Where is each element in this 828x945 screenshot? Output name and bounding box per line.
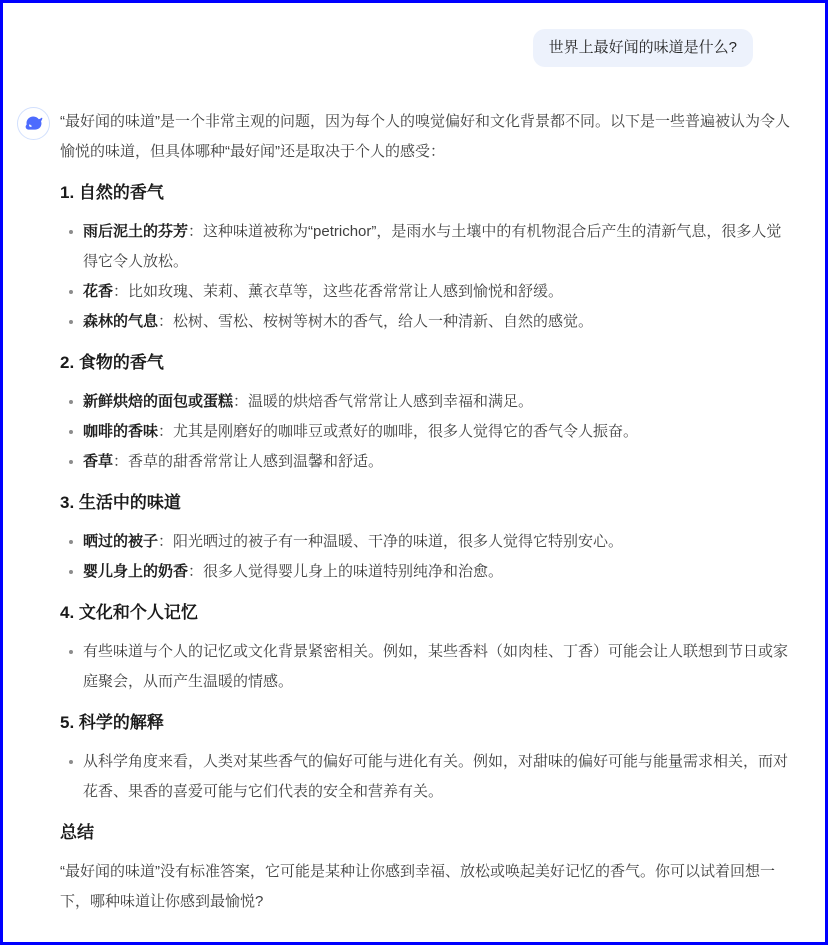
item-label: 花香 [83, 283, 114, 300]
item-text: ：这种味道被称为“petrichor”，是雨水与土壤中的有机物混合后产生的清新气息，很多人觉得它令人放松。 [83, 223, 782, 270]
item-text: 有些味道与个人的记忆或文化背景紧密相关。例如，某些香料（如肉桂、丁香）可能会让人联想到节日或家庭聚会，从而产生温暖的情感。 [83, 643, 789, 690]
item-text: ：阳光晒过的被子有一种温暖、干净的味道，很多人觉得它特别安心。 [158, 533, 624, 550]
list-item [83, 307, 795, 337]
item-label: 咖啡的香味 [83, 423, 159, 440]
item-label: 香草 [83, 453, 114, 470]
bullet-list-3 [60, 527, 795, 587]
user-message-row [3, 3, 825, 67]
assistant-response [60, 107, 795, 917]
item-text: ：温暖的烘焙香气常常让人感到幸福和满足。 [233, 393, 534, 410]
section-heading-4: 4. 文化和个人记忆 [60, 603, 198, 622]
list-item [83, 217, 795, 277]
user-message-bubble: 世界上最好闻的味道是什么? [533, 29, 753, 67]
section-heading-2: 2. 食物的香气 [60, 353, 164, 372]
list-item [83, 747, 795, 807]
item-text: ：香草的甜香常常让人感到温馨和舒适。 [113, 453, 384, 470]
summary-paragraph: “最好闻的味道”没有标准答案，它可能是某种让你感到幸福、放松或唤起美好记忆的香气。你可以试着回想一下，哪种味道让你感到最愉悦? [60, 863, 775, 910]
list-item [83, 277, 795, 307]
bullet-list-2 [60, 387, 795, 477]
section-heading-1: 1. 自然的香气 [60, 183, 164, 202]
item-text: ：比如玫瑰、茉莉、薰衣草等，这些花香常常让人感到愉悦和舒缓。 [113, 283, 564, 300]
deepseek-whale-logo-icon [23, 113, 44, 134]
bullet-list-4 [60, 637, 795, 697]
intro-paragraph: “最好闻的味道”是一个非常主观的问题，因为每个人的嗅觉偏好和文化背景都不同。以下是一些普遍被认为令人愉悦的味道，但具体哪种“最好闻”还是取决于个人的感受： [60, 113, 790, 160]
item-label: 新鲜烘焙的面包或蛋糕 [83, 393, 234, 410]
item-label: 晒过的被子 [83, 533, 159, 550]
bullet-list-5 [60, 747, 795, 807]
chat-log [3, 3, 825, 942]
list-item [83, 417, 795, 447]
section-heading-3: 3. 生活中的味道 [60, 493, 181, 512]
list-item [83, 447, 795, 477]
bullet-list-1 [60, 217, 795, 337]
item-label: 雨后泥土的芬芳 [83, 223, 189, 240]
item-text: ：尤其是刚磨好的咖啡豆或煮好的咖啡，很多人觉得它的香气令人振奋。 [158, 423, 639, 440]
list-item [83, 387, 795, 417]
item-text: ：很多人觉得婴儿身上的味道特别纯净和治愈。 [188, 563, 504, 580]
section-heading-5: 5. 科学的解释 [60, 713, 164, 732]
summary-heading: 总结 [60, 823, 94, 842]
list-item [83, 557, 795, 587]
item-text: 从科学角度来看，人类对某些香气的偏好可能与进化有关。例如，对甜味的偏好可能与能量需求相关，而对花香、果香的喜爱可能与它们代表的安全和营养有关。 [83, 753, 789, 800]
list-item [83, 637, 795, 697]
assistant-message-row [3, 67, 825, 917]
list-item [83, 527, 795, 557]
item-label: 婴儿身上的奶香 [83, 563, 189, 580]
item-label: 森林的气息 [83, 313, 159, 330]
item-text: ：松树、雪松、桉树等树木的香气，给人一种清新、自然的感觉。 [158, 313, 594, 330]
assistant-avatar [17, 107, 50, 140]
